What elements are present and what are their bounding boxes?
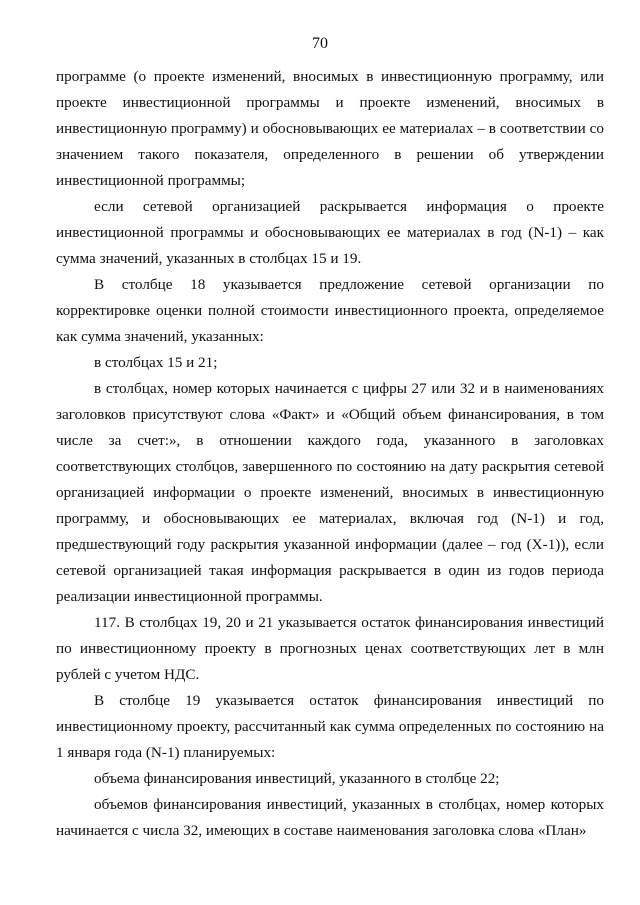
paragraph: объема финансирования инвестиций, указанного в столбце 22; (94, 770, 500, 787)
paragraph: 117. В столбцах 19, 20 и 21 указывается остаток финансирования инвестиций по инвестиционному проекту в прогнозных ценах соответствующих лет в млн рублей с учетом НДС. (56, 614, 604, 683)
paragraph: если сетевой организацией раскрывается информация о проекте инвестиционной программы и обосновывающих ее материалах в год (N-1) – как сумма значений, указанных в столбцах 15 и 19. (56, 198, 604, 267)
document-body (56, 64, 604, 844)
paragraph: программе (о проекте изменений, вносимых в инвестиционную программу, или проекте инвестиционной программы и проекте изменений, вносимых в инвестиционную программу) и обосновывающих ее материалах – в соответствии со значением такого показателя, определенного в решении об утверждении инвестиционной программы; (56, 68, 604, 189)
paragraph: объемов финансирования инвестиций, указанных в столбцах, номер которых начинается с числа 32, имеющих в составе наименования заголовка слова «План» (56, 796, 604, 839)
paragraph: В столбце 19 указывается остаток финансирования инвестиций по инвестиционному проекту, рассчитанный как сумма определенных по состоянию на 1 января года (N-1) планируемых: (56, 692, 604, 761)
page-number: 70 (312, 35, 328, 52)
paragraph: в столбцах, номер которых начинается с цифры 27 или 32 и в наименованиях заголовков присутствуют слова «Факт» и «Общий объем финансирования, в том числе за счет:», в отношении каждого года, указанного в заголовках соответствующих столбцов, завершенного по состоянию на дату раскрытия сетевой организацией информации о проекте изменений, вносимых в инвестиционную программу, и обосновывающих ее материалах, включая год (N-1) и год, предшествующий году раскрытия указанной информации (далее – год (X-1)), если сетевой организацией такая информация раскрывается в один из годов периода реализации инвестиционной программы. (56, 380, 604, 605)
paragraph: в столбцах 15 и 21; (94, 354, 218, 371)
paragraph: В столбце 18 указывается предложение сетевой организации по корректировке оценки полной стоимости инвестиционного проекта, определяемое как сумма значений, указанных: (56, 276, 604, 345)
